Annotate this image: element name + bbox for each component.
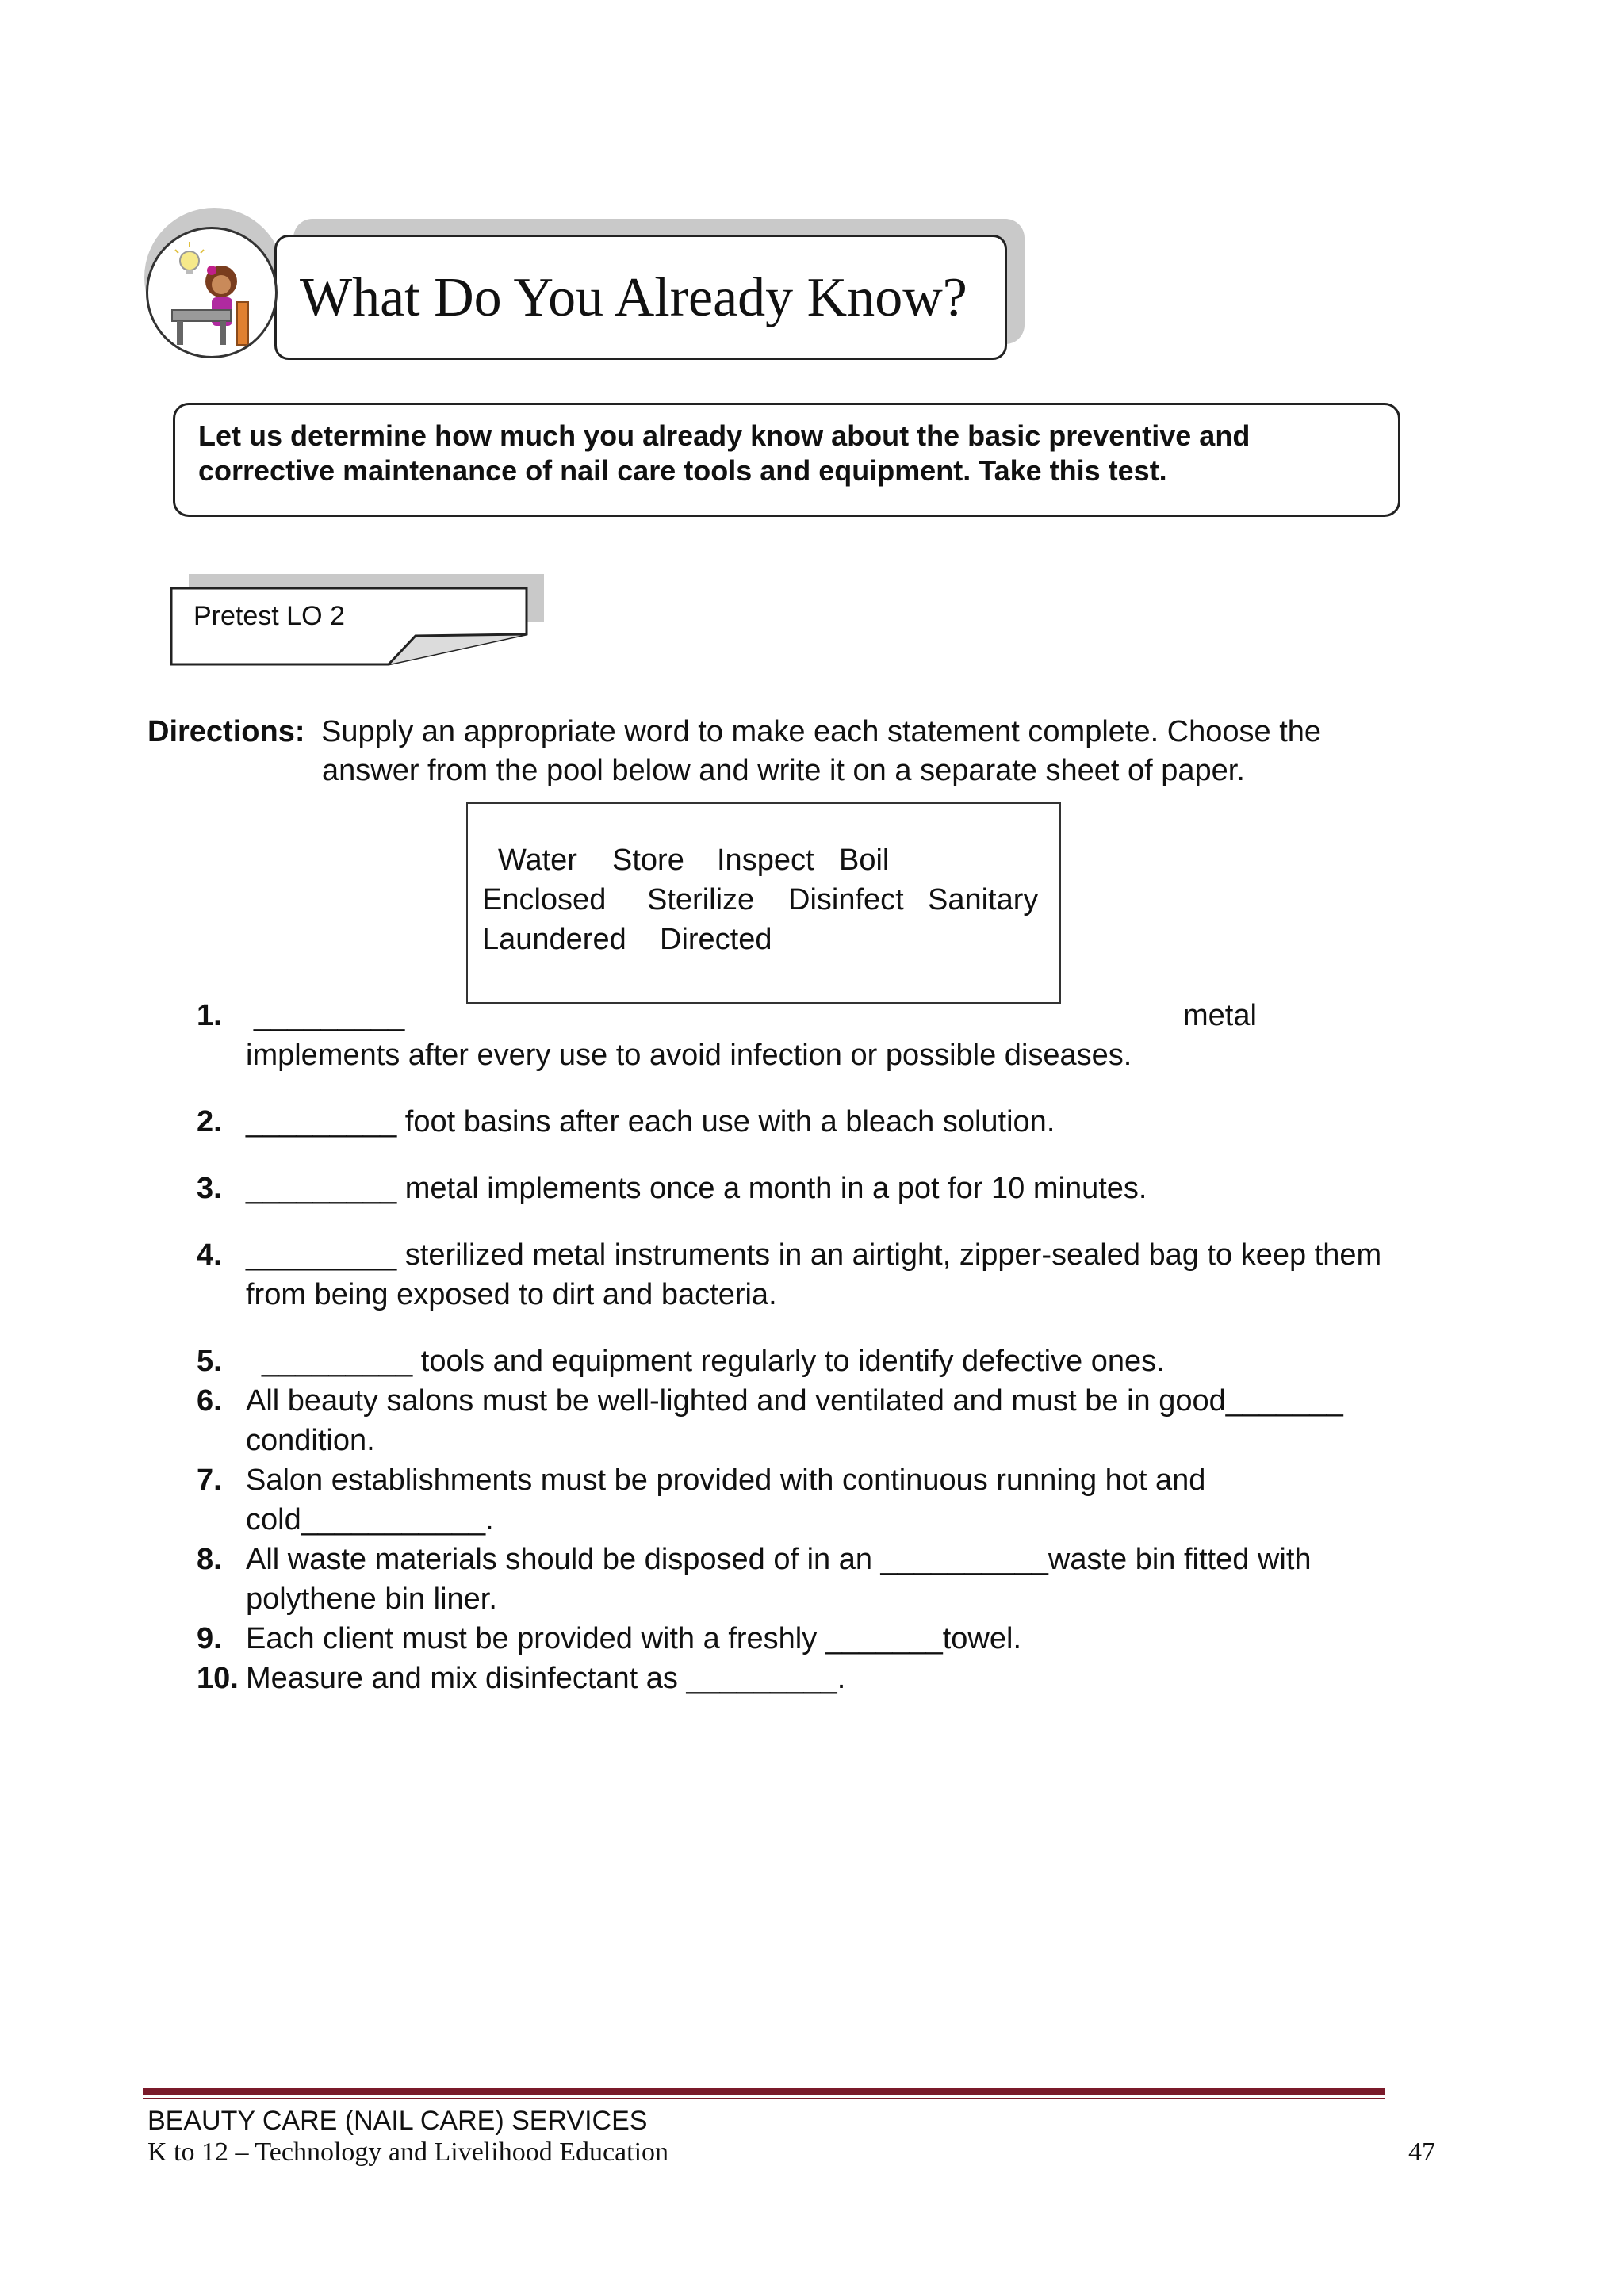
- footer-rule-thin: [143, 2098, 1385, 2099]
- pretest-label: Pretest LO 2: [193, 601, 345, 631]
- item-number: 3.: [197, 1172, 222, 1205]
- item-text: cold___________.: [246, 1503, 494, 1536]
- pool-word: Inspect: [717, 844, 814, 877]
- answer-blank: _________: [254, 999, 405, 1032]
- item-number: 8.: [197, 1543, 222, 1576]
- directions-line-2: answer from the pool below and write it on a separate sheet of paper.: [322, 754, 1245, 787]
- item-number: 4.: [197, 1238, 222, 1272]
- intro-text: [198, 419, 1372, 488]
- directions-label: Directions:: [147, 715, 305, 748]
- student-at-desk-icon-art: [148, 229, 275, 356]
- item-text: implements after every use to avoid infection or possible diseases.: [246, 1039, 1132, 1072]
- page-title: What Do You Already Know?: [300, 267, 967, 328]
- item-text: All waste materials should be disposed of in an __________waste bin fitted with: [246, 1543, 1312, 1576]
- item-number: 6.: [197, 1384, 222, 1418]
- item-text: All beauty salons must be well-lighted and ventilated and must be in good_______: [246, 1384, 1343, 1418]
- footer-rule: [143, 2088, 1385, 2095]
- item-text: Measure and mix disinfectant as _________.: [246, 1662, 846, 1695]
- item-text: from being exposed to dirt and bacteria.: [246, 1278, 777, 1311]
- item-text: _________ sterilized metal instruments in an airtight, zipper-sealed bag to keep them: [246, 1238, 1382, 1272]
- directions-line-1: Supply an appropriate word to make each statement complete. Choose the: [321, 715, 1322, 748]
- page-number: 47: [1408, 2137, 1435, 2167]
- item-number: 2.: [197, 1105, 222, 1138]
- item-text: condition.: [246, 1424, 375, 1457]
- pool-word: Boil: [839, 844, 890, 877]
- item-number: 1.: [197, 999, 222, 1032]
- item-text: _________ foot basins after each use with a bleach solution.: [246, 1105, 1055, 1138]
- item-number: 10.: [197, 1662, 239, 1695]
- pool-word: Water: [498, 844, 577, 877]
- item-text: metal: [1183, 999, 1257, 1032]
- item-text: _________ metal implements once a month in a pot for 10 minutes.: [246, 1172, 1147, 1205]
- pool-word: Store: [612, 844, 684, 877]
- item-text: Each client must be provided with a freshly _______towel.: [246, 1622, 1021, 1655]
- student-at-desk-icon: [146, 227, 278, 358]
- item-number: 5.: [197, 1345, 222, 1378]
- footer-subtitle: K to 12 – Technology and Livelihood Education: [147, 2137, 669, 2167]
- pool-word: Laundered: [482, 923, 626, 956]
- pool-word: Sterilize: [647, 883, 755, 916]
- pool-word: Disinfect: [788, 883, 904, 916]
- pool-word: Directed: [660, 923, 772, 956]
- item-text: _________ tools and equipment regularly to identify defective ones.: [262, 1345, 1165, 1378]
- intro-line-1: Let us determine how much you already know about the basic preventive and: [198, 419, 1251, 452]
- intro-line-2: corrective maintenance of nail care tools and equipment. Take this test.: [198, 454, 1167, 487]
- item-text: polythene bin liner.: [246, 1582, 497, 1616]
- item-number: 9.: [197, 1622, 222, 1655]
- pool-word: Enclosed: [482, 883, 607, 916]
- footer-title: BEAUTY CARE (NAIL CARE) SERVICES: [147, 2106, 648, 2136]
- pool-word: Sanitary: [928, 883, 1039, 916]
- item-text: Salon establishments must be provided with continuous running hot and: [246, 1464, 1206, 1497]
- item-number: 7.: [197, 1464, 222, 1497]
